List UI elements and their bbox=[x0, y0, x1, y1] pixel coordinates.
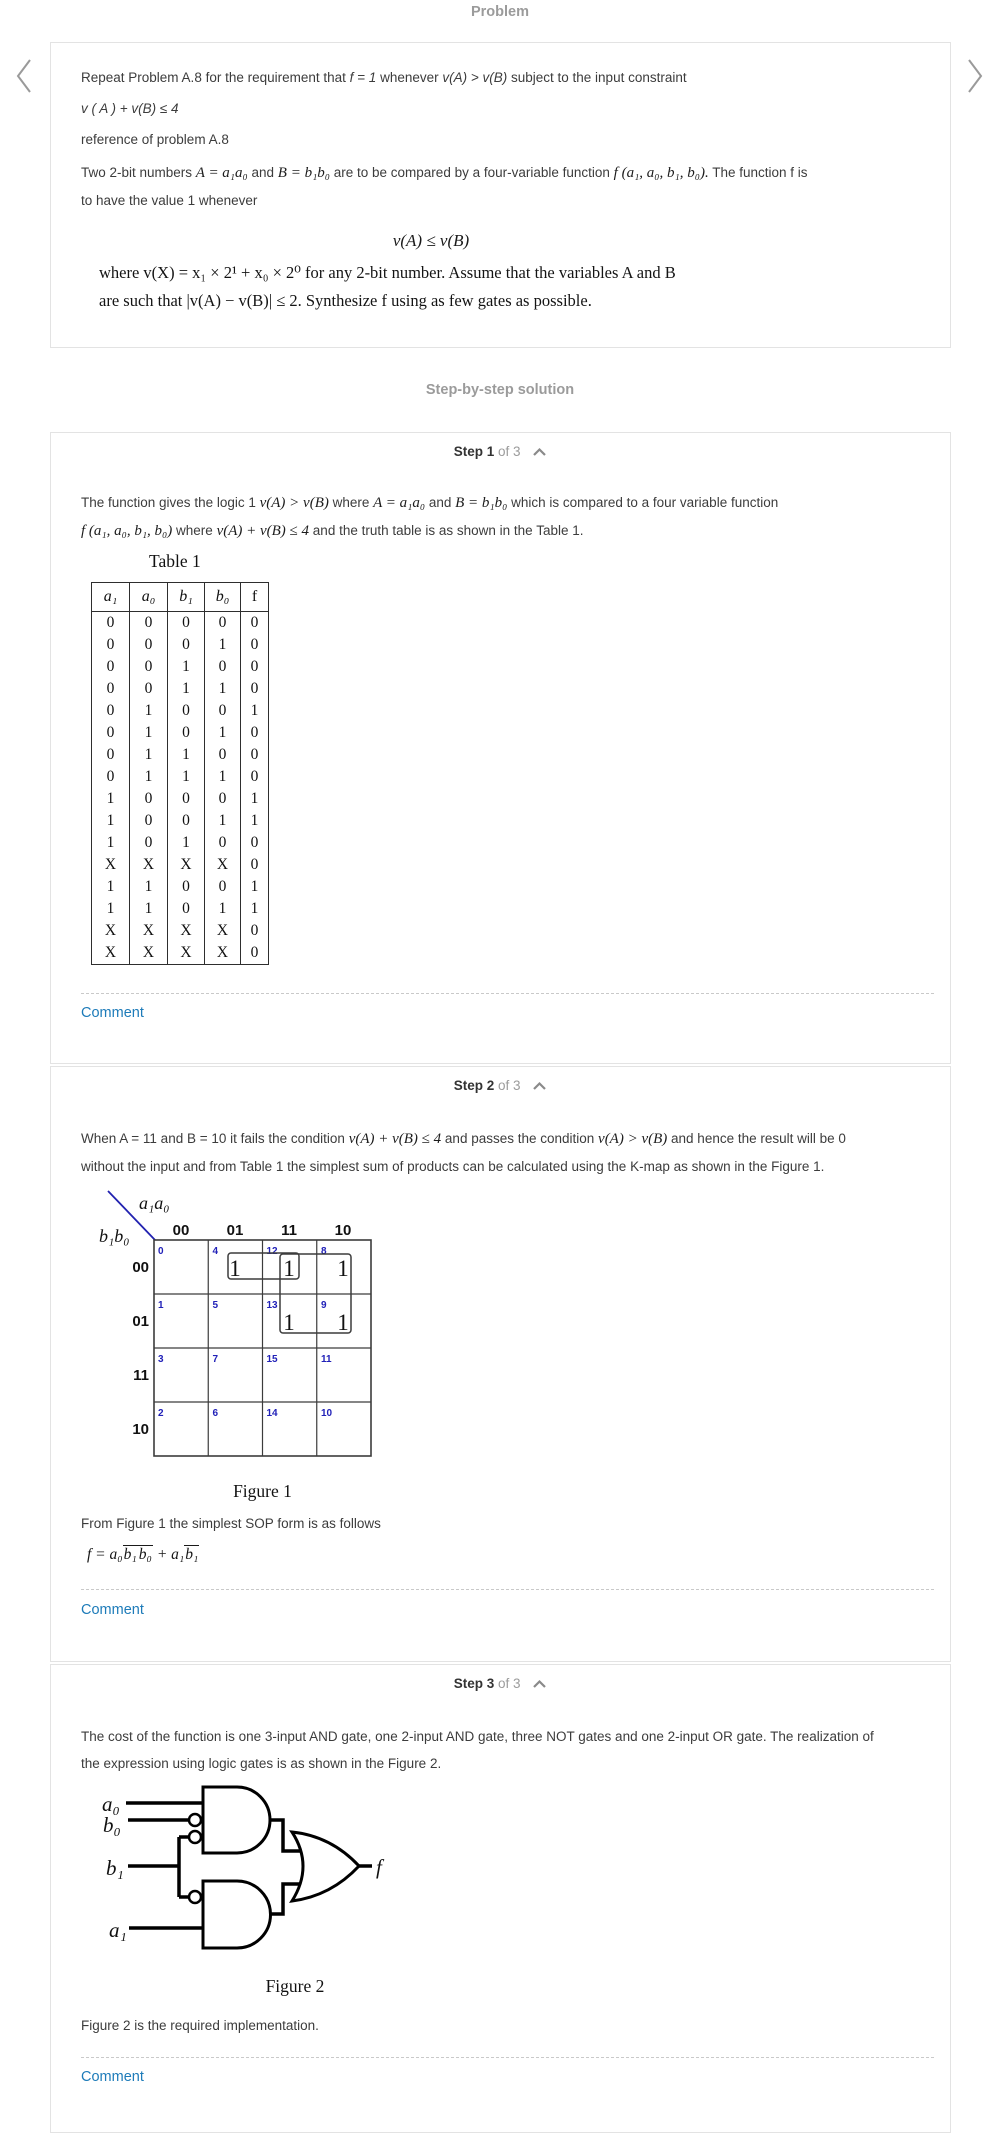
chevron-up-icon[interactable] bbox=[532, 1081, 547, 1091]
svg-text:6: 6 bbox=[212, 1408, 219, 1419]
comment-link[interactable]: Comment bbox=[81, 1602, 144, 1618]
svg-text:5: 5 bbox=[212, 1300, 219, 1311]
table-row: 0 1 0 0 1 bbox=[92, 700, 269, 722]
separator-dashed bbox=[81, 1589, 934, 1590]
math-f-args: f (a₁, a₀, b₁, b₀). bbox=[613, 165, 709, 181]
problem-card bbox=[50, 42, 951, 348]
step1-of: of 3 bbox=[497, 444, 521, 459]
kmap-one-cell-9: 1 bbox=[337, 1310, 349, 1335]
step3-note: Figure 2 is the required implementation. bbox=[81, 2018, 319, 2033]
table-row: 1 0 0 0 1 bbox=[92, 788, 269, 810]
step2-header[interactable] bbox=[51, 1078, 950, 1093]
step3-of: of 3 bbox=[497, 1676, 521, 1691]
table-row: 1 0 0 1 1 bbox=[92, 810, 269, 832]
table-row: 1 1 0 0 1 bbox=[92, 876, 269, 898]
svg-text:8: 8 bbox=[321, 1246, 327, 1257]
table-row: X X X X 0 bbox=[92, 854, 269, 876]
math-vA-gt-vB: v(A) > v(B) bbox=[442, 70, 508, 85]
table-row: 0 1 1 1 0 bbox=[92, 766, 269, 788]
kmap-one-cell-12: 1 bbox=[283, 1256, 295, 1281]
overline-b1: b₁ bbox=[185, 1546, 199, 1563]
col-header-f: f bbox=[241, 583, 269, 612]
step3-paragraph-line2: the expression using logic gates is as shown in the Figure 2. bbox=[81, 1756, 442, 1771]
step2-paragraph-line2: without the input and from Table 1 the simplest sum of products can be calculated using the K-map as shown in the Figure 1. bbox=[81, 1159, 825, 1174]
svg-text:9: 9 bbox=[321, 1300, 327, 1311]
step3-paragraph bbox=[81, 1723, 920, 1777]
kmap-col-label-10: 10 bbox=[334, 1222, 352, 1239]
input-label-a1: a₁ bbox=[109, 1918, 127, 1942]
comment-link[interactable]: Comment bbox=[81, 1005, 144, 1021]
not-bubble-b1-bottom bbox=[189, 1891, 201, 1903]
step2-card bbox=[50, 1066, 951, 1662]
output-label-f: f bbox=[376, 1855, 382, 1879]
svg-text:3: 3 bbox=[158, 1354, 164, 1365]
step3-header[interactable] bbox=[51, 1676, 950, 1691]
math-B-def: B = b₁b₀ bbox=[277, 165, 330, 181]
math-A-def: A = a₁a₀ bbox=[195, 165, 248, 181]
col-header-b1: b₁ bbox=[168, 583, 205, 612]
or-gate bbox=[292, 1832, 359, 1901]
kmap-col-label-11: 11 bbox=[281, 1222, 297, 1239]
truth-table-header-row bbox=[92, 583, 269, 612]
step3-card bbox=[50, 1664, 951, 2133]
excerpt-line2: are such that |v(A) − v(B)| ≤ 2. Synthesize f using as few gates as possible. bbox=[99, 291, 592, 310]
overline-b1: b₁ bbox=[123, 1546, 137, 1563]
table-row: 0 1 1 0 0 bbox=[92, 744, 269, 766]
display-equation: v(A) ≤ v(B) bbox=[392, 231, 470, 250]
col-header-b0: b₀ bbox=[205, 583, 241, 612]
problem-constraint: v ( A ) + v(B) ≤ 4 bbox=[81, 101, 179, 116]
chevron-left-icon bbox=[13, 56, 35, 96]
kmap-ones bbox=[229, 1256, 349, 1335]
svg-text:12: 12 bbox=[266, 1246, 278, 1257]
table-row: 0 0 1 1 0 bbox=[92, 678, 269, 700]
table-row: 1 0 1 0 0 bbox=[92, 832, 269, 854]
step3-paragraph-line1: The cost of the function is one 3-input AND gate, one 2-input AND gate, three NOT gates and one 2-input OR gate. The realization of bbox=[81, 1729, 874, 1744]
chevron-up-icon[interactable] bbox=[532, 447, 547, 457]
kmap-col-variable: a₁a₀ bbox=[139, 1193, 170, 1213]
svg-text:7: 7 bbox=[212, 1354, 219, 1365]
figure1-caption: Figure 1 bbox=[233, 1481, 292, 1501]
chevron-right-icon bbox=[964, 56, 986, 96]
kmap-row-label-01: 01 bbox=[132, 1313, 149, 1330]
svg-text:15: 15 bbox=[266, 1354, 278, 1365]
step2-paragraph-line1: When A = 11 and B = 10 it fails the condition v(A) + v(B) ≤ 4 and passes the condition v(A) > v(B) and hence the result will be 0 bbox=[81, 1131, 846, 1147]
problem-text: Repeat Problem A.8 for the requirement that bbox=[81, 70, 350, 85]
math-f-equals-1: f = 1 bbox=[349, 70, 377, 85]
prev-problem-button[interactable] bbox=[13, 56, 35, 101]
table-row: 0 1 0 1 0 bbox=[92, 722, 269, 744]
truth-table bbox=[91, 582, 269, 965]
problem-statement bbox=[81, 159, 920, 215]
kmap-row-variable: b₁b₀ bbox=[99, 1226, 130, 1246]
svg-text:14: 14 bbox=[266, 1408, 278, 1419]
svg-text:1: 1 bbox=[158, 1300, 164, 1311]
svg-text:4: 4 bbox=[212, 1246, 219, 1257]
svg-text:13: 13 bbox=[266, 1300, 278, 1311]
step1-paragraph bbox=[81, 489, 920, 545]
problem-line1: Repeat Problem A.8 for the requirement that f = 1 whenever v(A) > v(B) subject to the input constraint bbox=[81, 70, 687, 85]
chevron-up-icon[interactable] bbox=[532, 1679, 547, 1689]
step1-card bbox=[50, 432, 951, 1064]
step1-header[interactable] bbox=[51, 444, 950, 459]
circuit-figure bbox=[96, 1783, 396, 1959]
step1-paragraph-line1: The function gives the logic 1 v(A) > v(B) where A = a₁a₀ and B = b₁b₀ which is compared to a four variable function bbox=[81, 495, 779, 511]
table-row: X X X X 0 bbox=[92, 942, 269, 965]
svg-text:2: 2 bbox=[158, 1408, 164, 1419]
comment-link[interactable]: Comment bbox=[81, 2069, 144, 2085]
separator-dashed bbox=[81, 993, 934, 994]
kmap-row-label-10: 10 bbox=[132, 1421, 149, 1438]
solution-heading: Step-by-step solution bbox=[425, 382, 575, 398]
problem-statement-line2: to have the value 1 whenever bbox=[81, 193, 258, 208]
problem-statement-line1: Two 2-bit numbers A = a₁a₀ and B = b₁b₀ are to be compared by a four-variable function f (a₁, a₀, b₁, b₀). The function f is bbox=[81, 165, 808, 181]
truth-table-body bbox=[92, 612, 269, 965]
svg-text:11: 11 bbox=[321, 1354, 332, 1365]
kmap-one-cell-13: 1 bbox=[283, 1310, 295, 1335]
step2-of: of 3 bbox=[497, 1078, 521, 1093]
step1-paragraph-line2: f (a₁, a₀, b₁, b₀) where v(A) + v(B) ≤ 4 and the truth table is as shown in the Table 1. bbox=[81, 523, 584, 539]
kmap-col-label-00: 00 bbox=[172, 1222, 190, 1239]
table-row: X X X X 0 bbox=[92, 920, 269, 942]
table-row: 0 0 1 0 0 bbox=[92, 656, 269, 678]
truth-table-title: Table 1 bbox=[149, 551, 201, 571]
step2-paragraph bbox=[81, 1125, 920, 1181]
figure2-caption: Figure 2 bbox=[265, 1976, 325, 1996]
not-bubble-b0 bbox=[189, 1814, 201, 1826]
kmap-figure bbox=[91, 1184, 386, 1471]
step3-title: Step 3 bbox=[453, 1676, 495, 1691]
input-label-a0: a₀ bbox=[102, 1792, 120, 1816]
sop-formula: f = a₀b₁ b₀ + a₁b₁ bbox=[87, 1546, 199, 1563]
overline-b0: b₀ bbox=[138, 1546, 152, 1563]
table-row: 0 0 0 0 0 bbox=[92, 612, 269, 635]
svg-text:0: 0 bbox=[158, 1246, 164, 1257]
svg-text:10: 10 bbox=[321, 1408, 333, 1419]
input-label-b1: b₁ bbox=[106, 1856, 124, 1880]
input-label-b0: b₀ bbox=[103, 1813, 121, 1837]
and-gate-3input bbox=[203, 1787, 270, 1853]
table-row: 0 0 0 1 0 bbox=[92, 634, 269, 656]
problem-excerpt bbox=[99, 259, 676, 315]
table-row: 1 1 0 1 1 bbox=[92, 898, 269, 920]
not-bubble-b1-top bbox=[189, 1831, 201, 1843]
problem-heading: Problem bbox=[470, 4, 529, 20]
kmap-one-cell-8: 1 bbox=[337, 1256, 349, 1281]
problem-reference: reference of problem A.8 bbox=[81, 132, 229, 147]
next-problem-button[interactable] bbox=[964, 56, 986, 101]
kmap-one-cell-4: 1 bbox=[229, 1256, 241, 1281]
excerpt-line1: where v(X) = x₁ × 2¹ + x₀ × 2⁰ for any 2-bit number. Assume that the variables A and B bbox=[99, 263, 676, 282]
step2-title: Step 2 bbox=[453, 1078, 495, 1093]
col-header-a0: a₀ bbox=[130, 583, 168, 612]
col-header-a1: a₁ bbox=[92, 583, 130, 612]
sop-intro: From Figure 1 the simplest SOP form is as follows bbox=[81, 1516, 381, 1531]
kmap-row-label-00: 00 bbox=[132, 1259, 149, 1276]
kmap-col-label-01: 01 bbox=[226, 1222, 244, 1239]
separator-dashed bbox=[81, 2057, 934, 2058]
and-gate-2input bbox=[203, 1881, 271, 1948]
kmap-row-label-11: 11 bbox=[133, 1367, 149, 1384]
step1-title: Step 1 bbox=[453, 444, 495, 459]
